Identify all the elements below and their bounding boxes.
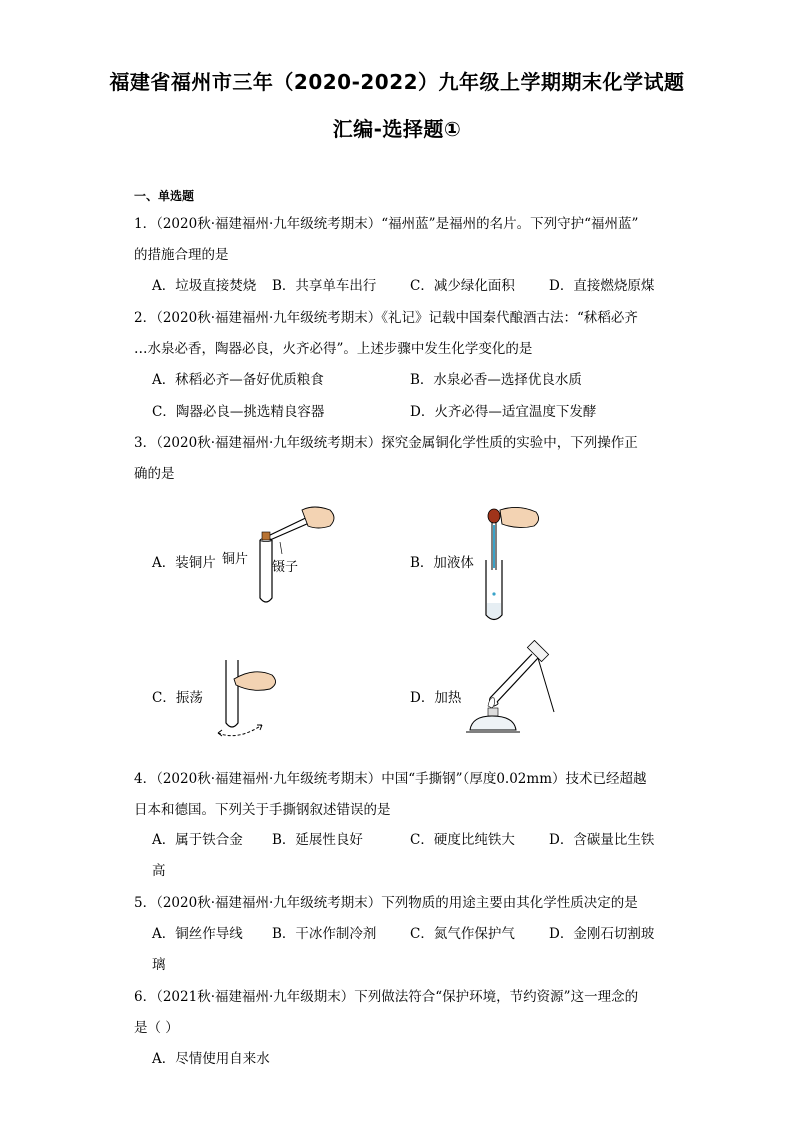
q2-option-c: C．陶器必良—挑选精良容器 (152, 404, 325, 420)
q4-option-d: D．含碳量比生铁 (549, 832, 655, 848)
q2-option-b: B．水泉必香—选择优良水质 (410, 372, 582, 388)
q2-stem-line1: 2．（2020秋·福建福州·九年级统考期末）《礼记》记载中国秦代酿酒古法：“秫稻必齐 (134, 310, 638, 326)
q5-option-d: D．金刚石切割玻 (549, 926, 655, 942)
q3-option-b: B．加液体 (410, 555, 474, 571)
q5-option-c: C．氮气作保护气 (410, 926, 515, 942)
figure-heat (450, 640, 560, 740)
q4-option-b: B．延展性良好 (272, 832, 363, 848)
q1-option-d: D．直接燃烧原煤 (549, 278, 655, 294)
q4-option-a: A．属于铁合金 (152, 832, 243, 848)
q2-option-d: D．火齐必得—适宜温度下发酵 (410, 404, 597, 420)
q5-option-d-wrap: 璃 (152, 957, 166, 973)
q6-stem-line1: 6．（2021秋·福建福州·九年级期末）下列做法符合“保护环境，节约资源”这一理念的 (134, 989, 639, 1005)
document-title-line2: 汇编-选择题① (332, 117, 462, 141)
q3-stem-line2: 确的是 (134, 466, 175, 482)
q4-stem-line2: 日本和德国。下列关于手撕钢叙述错误的是 (134, 802, 391, 818)
section-heading: 一、单选题 (134, 189, 195, 203)
q3-stem-line1: 3．（2020秋·福建福州·九年级统考期末）探究金属铜化学性质的实验中，下列操作正 (134, 435, 638, 451)
figure-add-liquid (470, 500, 550, 625)
q4-option-c: C．硬度比纯铁大 (410, 832, 515, 848)
q6-stem-line2: 是（ ） (134, 1020, 179, 1036)
q5-option-a: A．铜丝作导线 (152, 926, 243, 942)
q3-option-a: A．装铜片 (152, 555, 216, 571)
q5-stem-line1: 5．（2020秋·福建福州·九年级统考期末）下列物质的用途主要由其化学性质决定的是 (134, 895, 638, 911)
q1-option-b: B．共享单车出行 (272, 278, 377, 294)
shaking-tube-illustration (210, 655, 290, 740)
q2-option-a: A．秫稻必齐—备好优质粮食 (152, 372, 324, 388)
q1-stem-line1: 1．（2020秋·福建福州·九年级统考期末）“福州蓝”是福州的名片。下列守护“福州蓝” (134, 216, 639, 232)
q3-option-c: C．振荡 (152, 690, 203, 706)
q4-stem-line1: 4．（2020秋·福建福州·九年级统考期末）中国“手撕钢”（厚度0.02mm）技术已经超越 (134, 771, 647, 787)
q4-option-d-wrap: 高 (152, 863, 166, 879)
label-copper-piece: 铜片 (222, 552, 249, 567)
q6-option-a: A．尽情使用自来水 (152, 1051, 270, 1067)
label-tweezers: 镊子 (272, 560, 299, 575)
q1-stem-line2: 的措施合理的是 (134, 247, 229, 263)
figure-shake (210, 655, 290, 740)
q1-option-a: A．垃圾直接焚烧 (152, 278, 257, 294)
q3-option-d: D．加热 (410, 690, 462, 706)
heating-illustration (450, 640, 560, 740)
document-title-line1: 福建省福州市三年（2020-2022）九年级上学期期末化学试题 (109, 70, 685, 94)
q1-option-c: C．减少绿化面积 (410, 278, 515, 294)
dropper-tube-illustration (470, 500, 550, 625)
q2-stem-line2: …水泉必香，陶器必良，火齐必得”。上述步骤中发生化学变化的是 (134, 341, 533, 357)
q5-option-b: B．干冰作制冷剂 (272, 926, 377, 942)
